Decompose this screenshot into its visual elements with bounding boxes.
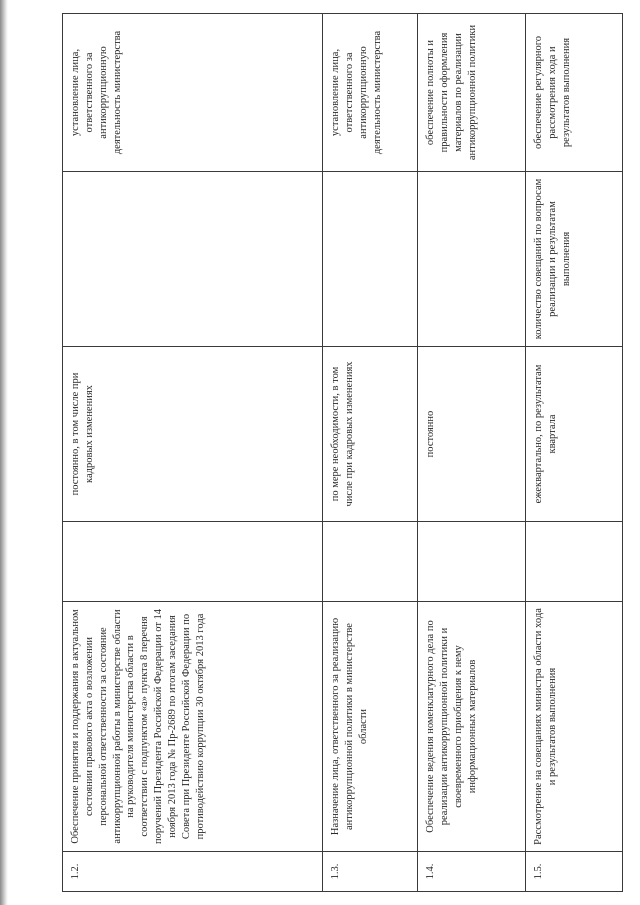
measure-cell: Рассмотрение на совещаниях министра области хода и результатов выполнения bbox=[526, 602, 623, 852]
scan-binding-edge bbox=[0, 0, 8, 905]
indicator-cell bbox=[63, 172, 323, 347]
rotated-table-wrapper bbox=[62, 14, 622, 892]
term-cell: ежеквартально, по результатам квартала bbox=[526, 347, 623, 522]
executor-cell bbox=[418, 522, 526, 602]
indicator-cell bbox=[418, 172, 526, 347]
term-cell: постоянно, в том числе при кадровых изменениях bbox=[63, 347, 323, 522]
indicator-cell bbox=[323, 172, 418, 347]
table-row bbox=[418, 14, 526, 892]
row-number: 1.2. bbox=[63, 852, 323, 892]
row-number: 1.4. bbox=[418, 852, 526, 892]
executor-cell bbox=[63, 522, 323, 602]
measure-cell: Обеспечение принятия и поддержания в актуальном состоянии правового акта о возложении персональной ответственности за состояние антикоррупционной работы в министерстве области на руководителя министерства области в соответствии с подпунктом «а» пункта 8 перечня поручений Президента Российской Федерации от 14 ноября 2013 года № Пр-2689 по итогам заседания Совета при Президенте Российской Федерации по противодействию коррупции 30 октября 2013 года bbox=[63, 602, 323, 852]
result-cell: установление лица, ответственного за антикоррупционную деятельность министерства bbox=[63, 14, 323, 172]
row-number: 1.5. bbox=[526, 852, 623, 892]
result-cell: обеспечение регулярного рассмотрения хода и результатов выполнения bbox=[526, 14, 623, 172]
indicator-cell: количество совещаний по вопросам реализации и результатам выполнения bbox=[526, 172, 623, 347]
table-row bbox=[323, 14, 418, 892]
measure-cell: Назначение лица, ответственного за реализацию антикоррупционной политики в министерстве области bbox=[323, 602, 418, 852]
document-page bbox=[62, 14, 622, 892]
table-row bbox=[526, 14, 623, 892]
row-number: 1.3. bbox=[323, 852, 418, 892]
executor-cell bbox=[323, 522, 418, 602]
term-cell: постоянно bbox=[418, 347, 526, 522]
executor-cell bbox=[526, 522, 623, 602]
measures-table bbox=[62, 13, 623, 892]
term-cell: по мере необходимости, в том числе при кадровых изменениях bbox=[323, 347, 418, 522]
table-row bbox=[63, 14, 323, 892]
result-cell: обеспечение полноты и правильности оформления материалов по реализации антикоррупционной политики bbox=[418, 14, 526, 172]
result-cell: установление лица, ответственного за антикоррупционную деятельность министерства bbox=[323, 14, 418, 172]
measure-cell: Обеспечение ведения номенклатурного дела по реализации антикоррупционной политики и своевременного приобщения к нему информационных материалов bbox=[418, 602, 526, 852]
